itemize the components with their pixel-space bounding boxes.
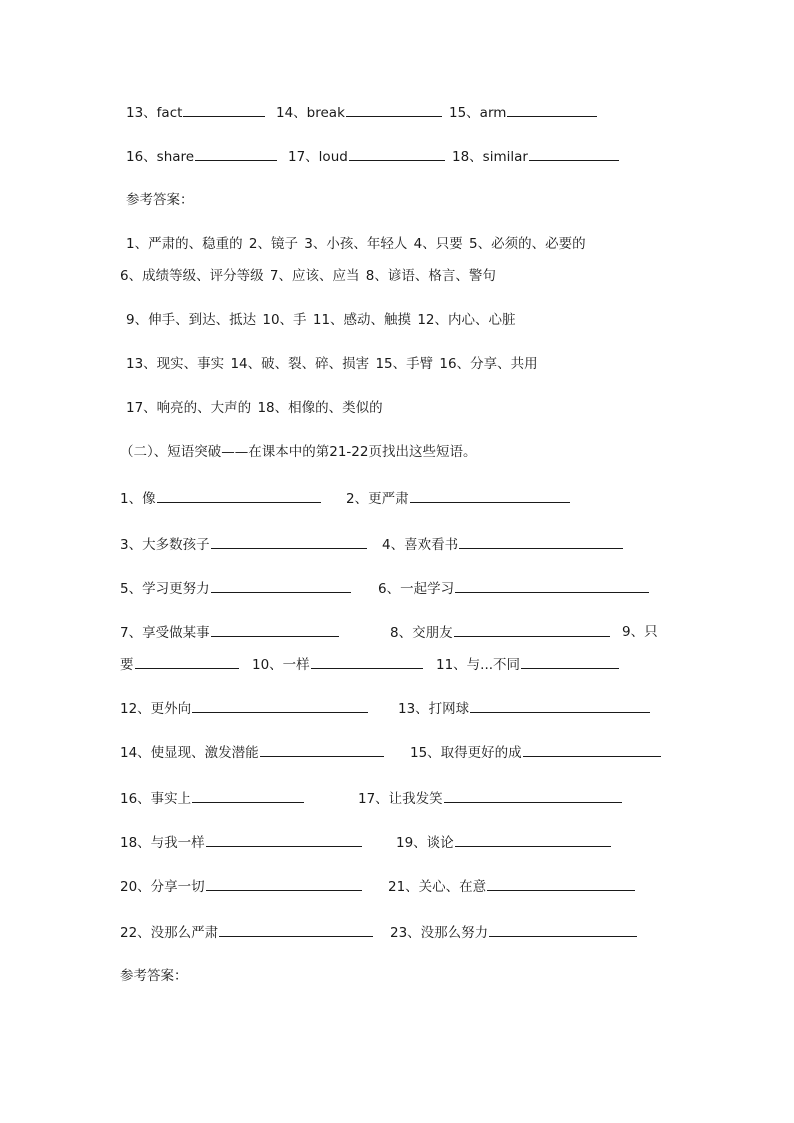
answer-blank[interactable]: [470, 698, 650, 713]
vocab-item-15: [449, 102, 597, 123]
answer-blank[interactable]: [523, 742, 661, 757]
phrase-label: 22、没那么严肃: [120, 925, 219, 941]
phrase-label: 19、谈论: [396, 835, 454, 851]
answer-line: 13、现实、事实 14、破、裂、碎、损害 15、手臂 16、分享、共用: [126, 356, 538, 372]
answer-blank[interactable]: [410, 488, 570, 503]
phrase-label: 10、一样: [252, 657, 310, 673]
phrase-label: 5、学习更努力: [120, 581, 210, 597]
answer-blank[interactable]: [219, 922, 373, 937]
vocab-item-18: [452, 146, 619, 167]
phrase-item: [252, 654, 423, 675]
phrase-item: [120, 578, 351, 599]
phrase-item: [358, 788, 622, 809]
phrase-label: 3、大多数孩子: [120, 537, 210, 553]
phrase-item: [398, 698, 650, 719]
phrase-label: 23、没那么努力: [390, 925, 489, 941]
vocab-label: 16、share: [126, 149, 195, 165]
answer-blank[interactable]: [311, 654, 423, 669]
vocab-item-16: [126, 146, 277, 167]
vocab-item-17: [288, 146, 445, 167]
answer-blank[interactable]: [455, 578, 649, 593]
answer-blank[interactable]: [487, 876, 635, 891]
phrase-label: 9、只: [622, 624, 658, 640]
vocab-label: 18、similar: [452, 149, 528, 165]
phrase-label: 16、事实上: [120, 791, 192, 807]
answer-blank[interactable]: [454, 622, 610, 637]
answer-blank[interactable]: [183, 102, 265, 117]
vocab-label: 15、arm: [449, 105, 507, 121]
phrase-item: [378, 578, 649, 599]
vocab-label: 14、break: [276, 105, 345, 121]
answer-heading: 参考答案：: [120, 968, 188, 984]
phrase-label: 6、一起学习: [378, 581, 455, 597]
phrase-label: 13、打网球: [398, 701, 470, 717]
phrase-label: 7、享受做某事: [120, 625, 210, 641]
answer-heading: 参考答案：: [126, 192, 194, 208]
answer-blank[interactable]: [157, 488, 321, 503]
phrase-label: 2、更严肃: [346, 491, 409, 507]
answer-line: 17、响亮的、大声的 18、相像的、类似的: [126, 400, 383, 416]
phrase-item: [388, 876, 635, 897]
phrase-label: 20、分享一切: [120, 879, 205, 895]
phrase-label: 要: [120, 657, 134, 673]
vocab-label: 17、loud: [288, 149, 348, 165]
phrase-label: 8、交朋友: [390, 625, 453, 641]
answer-line: 9、伸手、到达、抵达 10、手 11、感动、触摸 12、内心、心脏: [126, 312, 516, 328]
phrase-item: [382, 534, 623, 555]
phrase-item: [390, 922, 637, 943]
phrase-item: [120, 742, 384, 763]
phrase-item: [622, 622, 658, 642]
answer-blank[interactable]: [349, 146, 445, 161]
phrase-item: [120, 534, 367, 555]
answer-blank[interactable]: [192, 788, 304, 803]
phrase-item: [120, 622, 339, 643]
answer-blank[interactable]: [529, 146, 619, 161]
phrase-item: [436, 654, 619, 675]
section-title: （二）、短语突破——在课本中的第21-22页找出这些短语。: [120, 444, 477, 460]
phrase-item: [120, 922, 373, 943]
phrase-label: 15、取得更好的成: [410, 745, 522, 761]
answer-blank[interactable]: [195, 146, 277, 161]
phrase-label: 11、与...不同: [436, 657, 521, 673]
answer-blank[interactable]: [211, 622, 339, 637]
answer-blank[interactable]: [507, 102, 597, 117]
answer-blank[interactable]: [260, 742, 384, 757]
phrase-item: [120, 698, 368, 719]
answer-line: 1、严肃的、稳重的 2、镜子 3、小孩、年轻人 4、只要 5、必须的、必要的: [126, 236, 586, 252]
phrase-label: 18、与我一样: [120, 835, 205, 851]
phrase-item: [120, 488, 321, 509]
phrase-item: [410, 742, 661, 763]
phrase-label: 4、喜欢看书: [382, 537, 459, 553]
phrase-label: 21、关心、在意: [388, 879, 487, 895]
vocab-item-13: [126, 102, 265, 123]
answer-blank[interactable]: [206, 876, 362, 891]
phrase-item: [120, 832, 362, 853]
answer-blank[interactable]: [211, 578, 351, 593]
phrase-item: [390, 622, 610, 643]
answer-line: 6、成绩等级、评分等级 7、应该、应当 8、谚语、格言、警句: [120, 268, 496, 284]
phrase-item: [346, 488, 570, 509]
answer-blank[interactable]: [206, 832, 362, 847]
phrase-label: 14、使显现、激发潜能: [120, 745, 259, 761]
phrase-label: 17、让我发笑: [358, 791, 443, 807]
answer-blank[interactable]: [521, 654, 619, 669]
phrase-label: 12、更外向: [120, 701, 192, 717]
phrase-item: [396, 832, 611, 853]
answer-blank[interactable]: [211, 534, 367, 549]
answer-blank[interactable]: [192, 698, 368, 713]
phrase-item: [120, 788, 304, 809]
answer-blank[interactable]: [135, 654, 239, 669]
answer-blank[interactable]: [459, 534, 623, 549]
answer-blank[interactable]: [489, 922, 637, 937]
vocab-item-14: [276, 102, 442, 123]
phrase-label: 1、像: [120, 491, 156, 507]
answer-blank[interactable]: [444, 788, 622, 803]
answer-blank[interactable]: [346, 102, 442, 117]
answer-blank[interactable]: [455, 832, 611, 847]
vocab-label: 13、fact: [126, 105, 183, 121]
phrase-item: [120, 654, 239, 675]
phrase-item: [120, 876, 362, 897]
